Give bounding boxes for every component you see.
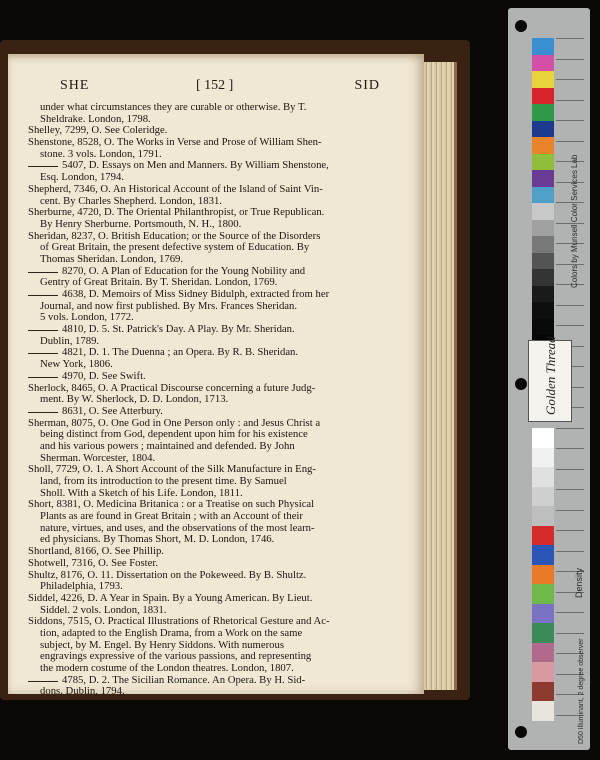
entry-line: Thomas Sheridan. London, 1769. xyxy=(40,252,184,265)
entry-line: 4970, D. See Swift. xyxy=(28,371,350,383)
entry-heading-line: Siddons, 7515, O. Practical Illustrations of Rhetorical Gesture and Ac- xyxy=(28,615,330,628)
color-swatch xyxy=(532,220,554,237)
entry-line: Sherman. Worcester, 1804. xyxy=(40,451,156,464)
color-swatch xyxy=(532,104,554,121)
color-swatch xyxy=(532,203,554,220)
gray-swatch xyxy=(532,584,554,604)
entry-heading-line: Sheridan, 8237, O. British Education; or the Source of the Disorders xyxy=(28,229,321,242)
color-swatch xyxy=(532,38,554,55)
density-tick xyxy=(556,530,584,531)
density-tick xyxy=(556,325,584,326)
entry-heading-line: Sherburne, 4720, D. The Oriental Philanthropist, or True Republican. xyxy=(28,206,325,219)
gray-swatch xyxy=(532,662,554,682)
entry-line: 5 vols. London, 1772. xyxy=(40,311,134,324)
entry-line: and his various powers ; maintained and defended. By John xyxy=(40,439,295,452)
color-swatch xyxy=(532,55,554,72)
entry-heading-line: Sholl, 7729, O. 1. A Short Account of the Silk Manufacture in Eng- xyxy=(28,463,316,476)
color-swatch xyxy=(532,88,554,105)
density-label: Density xyxy=(574,567,584,598)
entry-line: 4638, D. Memoirs of Miss Sidney Bidulph, extracted from her xyxy=(28,289,350,301)
entry-line: land, from its introduction to the present time. By Samuel xyxy=(40,475,287,487)
density-tick xyxy=(556,551,584,552)
entry-line: By Henry Sherburne. Portsmouth, N. H., 1800. xyxy=(40,217,242,230)
entry-line: 4821, D. 1. The Duenna ; an Opera. By R. B. Sheridan. xyxy=(28,347,350,359)
entry-heading-line: Shenstone, 8528, O. The Works in Verse and Prose of William Shen- xyxy=(28,136,322,149)
gray-swatch xyxy=(532,467,554,487)
running-head-left: SHE xyxy=(60,78,90,93)
gray-swatch xyxy=(532,565,554,585)
density-tick xyxy=(556,612,584,613)
entry-line: 8631, O. See Atterbury. xyxy=(28,406,350,418)
color-swatch xyxy=(532,286,554,303)
entry-line: 8270, O. A Plan of Education for the Young Nobility and xyxy=(28,266,350,278)
entry-heading-line: Shultz, 8176, O. 11. Dissertation on the Pokeweed. By B. Shultz. xyxy=(28,568,307,581)
gray-swatch xyxy=(532,604,554,624)
golden-thread-logo xyxy=(528,336,572,422)
entry-heading-line: Sherman, 8075, O. One God in One Person only : and Jesus Christ a xyxy=(28,416,321,429)
page-edges xyxy=(424,62,457,690)
gray-swatch xyxy=(532,487,554,507)
density-tick xyxy=(556,305,584,306)
density-tick xyxy=(556,633,584,634)
density-tick xyxy=(556,79,584,80)
density-tick xyxy=(556,428,584,429)
entry-line: nature, virtues, and uses, and the observations of the most learn- xyxy=(40,521,315,534)
density-tick xyxy=(556,469,584,470)
entry-heading-line: Shortland, 8166, O. See Phillip. xyxy=(28,545,164,558)
density-tick xyxy=(556,448,584,449)
color-swatch xyxy=(532,253,554,270)
catalog-text xyxy=(28,102,350,698)
color-swatch xyxy=(532,121,554,138)
gray-swatch xyxy=(532,545,554,565)
entry-heading-line: Sherlock, 8465, O. A Practical Discourse concerning a future Judg- xyxy=(28,381,316,394)
color-swatch xyxy=(532,302,554,319)
color-swatch xyxy=(532,71,554,88)
entry-line: of Great Britain, the present defective system of Education. By xyxy=(40,241,310,254)
density-tick xyxy=(556,120,584,121)
entry-heading-line: Shepherd, 7346, O. An Historical Account of the Island of Saint Vin- xyxy=(28,182,323,195)
hole-bottom xyxy=(515,726,527,738)
density-tick xyxy=(556,141,584,142)
entry-line: being distinct from God, dependent upon him for his existence xyxy=(40,428,308,441)
gray-swatch xyxy=(532,506,554,526)
entry-line: ed physicians. By Thomas Short, M. D. London, 1746. xyxy=(40,533,275,546)
entry-line: Journal, and now first published. By Mrs. Frances Sheridan. xyxy=(40,299,298,312)
brand-text: Colors by Munsell Color Services Lab xyxy=(570,154,579,288)
entry-line: cent. By Charles Shepherd. London, 1831. xyxy=(40,194,222,207)
entry-line: Gentry of Great Britain. By T. Sheridan. London, 1769. xyxy=(40,276,278,289)
gray-swatch xyxy=(532,623,554,643)
entry-line: 4810, D. 5. St. Patrick's Day. A Play. By Mr. Sheridan. xyxy=(28,324,350,336)
color-swatches xyxy=(532,38,554,368)
entry-line: 4785, D. 2. The Sicilian Romance. An Opera. By H. Sid- xyxy=(28,675,350,687)
entry-line: the modern costume of the London theatres. London, 1807. xyxy=(40,662,294,674)
entry-line: Dublin, 1789. xyxy=(40,334,100,347)
color-swatch xyxy=(532,236,554,253)
entry-line: Siddel. 2 vols. London, 1831. xyxy=(40,603,167,616)
gray-swatch xyxy=(532,526,554,546)
hole-middle xyxy=(515,378,527,390)
entry-line: subject, by M. Engel. By Henry Siddons. With numerous xyxy=(40,638,284,651)
color-swatch xyxy=(532,319,554,336)
density-tick xyxy=(556,510,584,511)
entry-line: Philadelphia, 1793. xyxy=(40,580,123,593)
entry-heading-line: Shelley, 7299, O. See Coleridge. xyxy=(28,124,168,137)
entry-line: engravings expressive of the various passions, and representing xyxy=(40,650,312,663)
entry-line: tion, adapted to the English Drama, from a Work on the same xyxy=(40,626,303,639)
entry-heading-line: Short, 8381, O. Medicina Britanica : or a Treatise on such Physical xyxy=(28,498,315,511)
gray-swatch xyxy=(532,448,554,468)
gray-swatch xyxy=(532,428,554,448)
color-swatch xyxy=(532,187,554,204)
gray-swatch xyxy=(532,643,554,663)
color-swatch xyxy=(532,269,554,286)
entry-line: Sholl. With a Sketch of his Life. London, 1811. xyxy=(40,486,243,499)
entry-line: New York, 1806. xyxy=(40,358,113,371)
illuminant-text: D50 Illuminant, 2 degree observer xyxy=(578,638,585,744)
page-number: [ 152 ] xyxy=(196,78,234,93)
entry-line: stone. 3 vols. London, 1791. xyxy=(40,147,162,160)
color-swatch xyxy=(532,137,554,154)
entry-heading-line: Shotwell, 7316, O. See Foster. xyxy=(28,556,159,569)
entry-line: Esq. London, 1794. xyxy=(40,171,125,184)
entry-line: ment. By W. Sherlock, D. D. London, 1713. xyxy=(40,393,229,406)
density-tick xyxy=(556,59,584,60)
entry-line: under what circumstances they are curable or otherwise. By T. xyxy=(40,101,307,113)
hole-top xyxy=(515,20,527,32)
gray-swatches xyxy=(532,428,554,721)
running-head-right: SID xyxy=(354,78,380,93)
entry-line: 5407, D. Essays on Men and Manners. By William Shenstone, xyxy=(28,160,350,172)
density-tick xyxy=(556,489,584,490)
entry-line: Plants as are found in Great Britain ; with an Account of their xyxy=(40,510,303,523)
gray-swatch xyxy=(532,701,554,721)
gray-swatch xyxy=(532,682,554,702)
logo-text: Golden Thread xyxy=(543,336,558,415)
color-swatch xyxy=(532,154,554,171)
entry-heading-line: Siddel, 4226, D. A Year in Spain. By a Young American. By Lieut. xyxy=(28,591,313,604)
running-head xyxy=(60,78,380,98)
color-swatch xyxy=(532,170,554,187)
entry-line: dons. Dublin, 1794. xyxy=(40,685,125,698)
density-tick xyxy=(556,38,584,39)
entry-line: Sheldrake. London, 1798. xyxy=(40,112,151,125)
density-tick xyxy=(556,100,584,101)
